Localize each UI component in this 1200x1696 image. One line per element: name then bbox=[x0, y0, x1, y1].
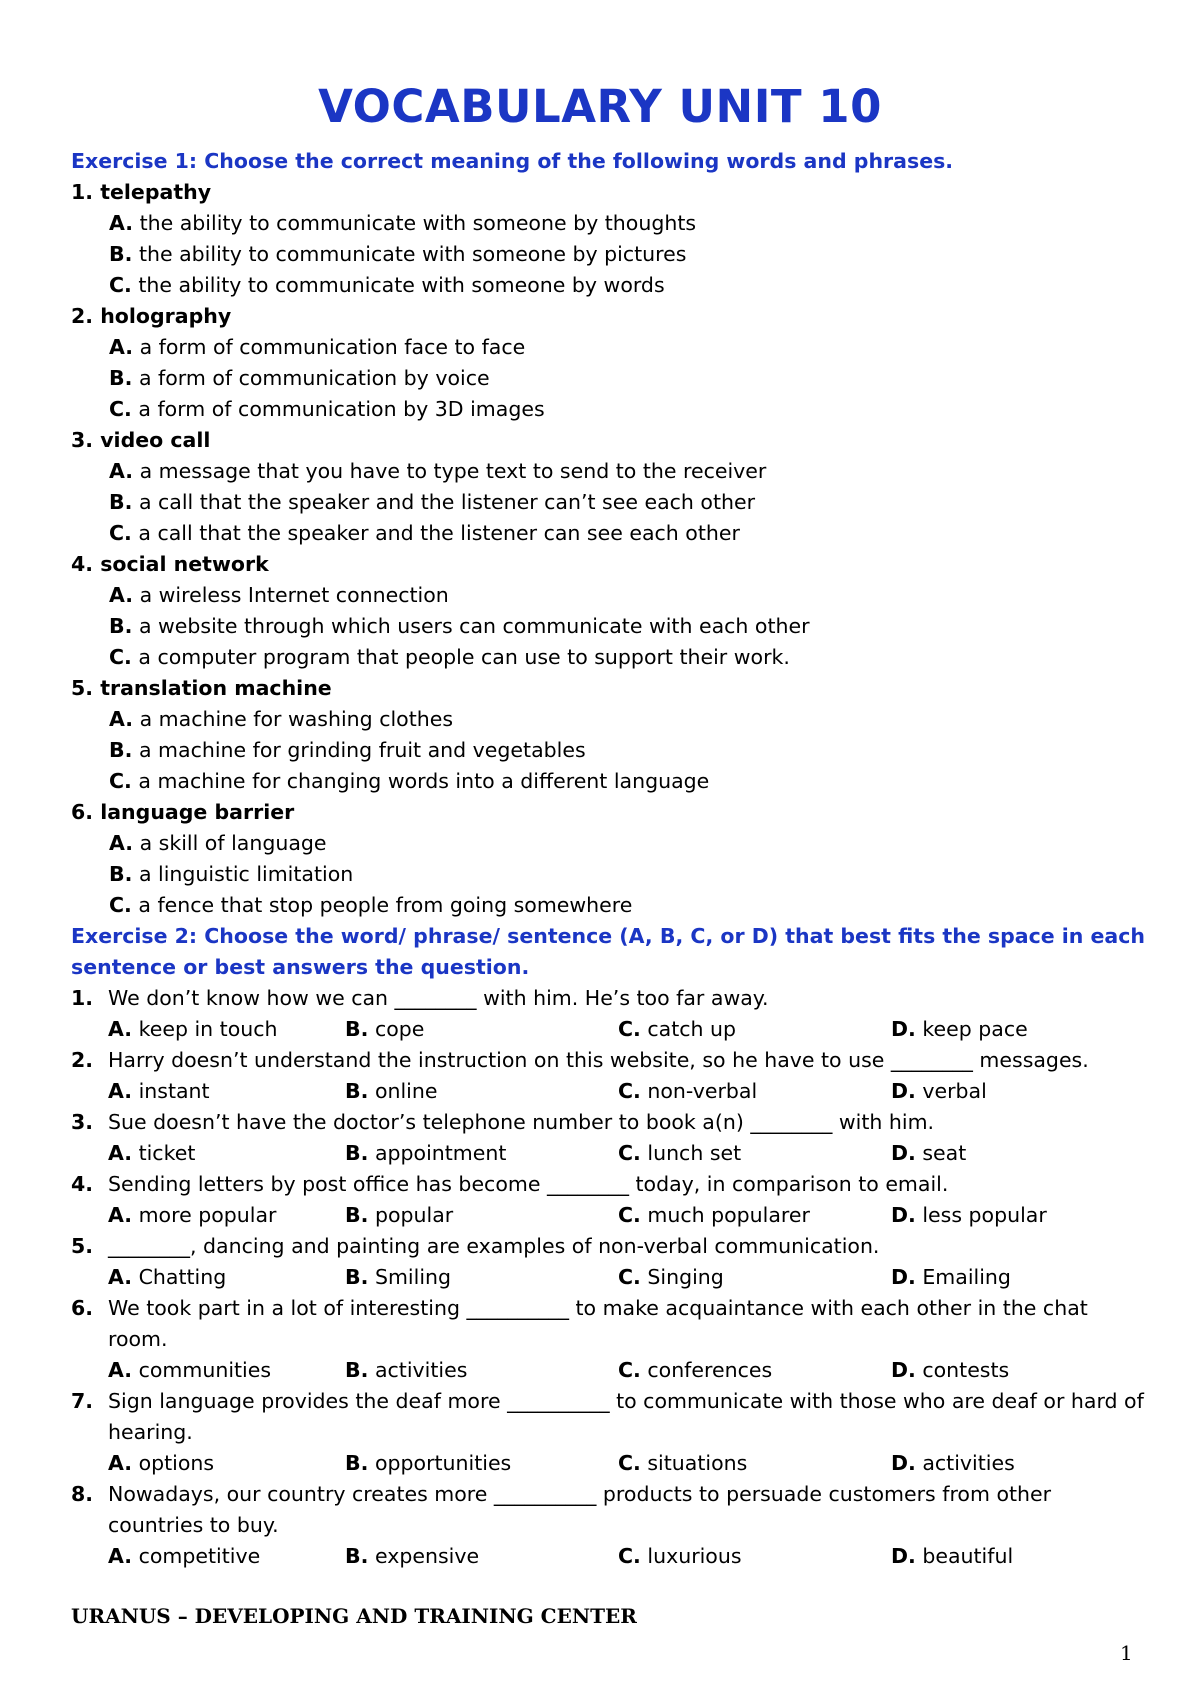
choice-row bbox=[71, 1014, 1151, 1045]
option-letter: B. bbox=[109, 366, 133, 390]
choice-letter: A. bbox=[108, 1265, 133, 1289]
choice-text: Smiling bbox=[374, 1265, 452, 1289]
option-text: a machine for changing words into a different language bbox=[138, 769, 710, 793]
option-letter: A. bbox=[109, 707, 134, 731]
question-number: 2. bbox=[71, 1048, 94, 1072]
choice-text: verbal bbox=[922, 1079, 987, 1103]
choice-letter: D. bbox=[891, 1141, 916, 1165]
choice-row bbox=[71, 1076, 1151, 1107]
answer-choice bbox=[891, 1076, 987, 1107]
option-letter: C. bbox=[109, 521, 132, 545]
choice-row bbox=[71, 1262, 1151, 1293]
choice-letter: B. bbox=[345, 1451, 369, 1475]
question bbox=[71, 1231, 1151, 1262]
option-letter: A. bbox=[109, 831, 134, 855]
choice-letter: C. bbox=[618, 1079, 641, 1103]
choice-text: cope bbox=[374, 1017, 425, 1041]
option-text: a wireless Internet connection bbox=[139, 583, 449, 607]
vocab-item bbox=[71, 177, 1151, 301]
option-letter: A. bbox=[109, 335, 134, 359]
option-text: a form of communication face to face bbox=[139, 335, 526, 359]
answer-choice bbox=[345, 1076, 618, 1107]
exercise1-heading: Exercise 1: Choose the correct meaning of the following words and phrases. bbox=[71, 149, 954, 173]
option-text: a website through which users can communicate with each other bbox=[138, 614, 810, 638]
option-letter: C. bbox=[109, 273, 132, 297]
choice-row bbox=[71, 1448, 1151, 1479]
vocab-word: 4. social network bbox=[71, 552, 269, 576]
answer-choice bbox=[108, 1541, 345, 1572]
answer-choice bbox=[108, 1014, 345, 1045]
answer-choice bbox=[618, 1138, 891, 1169]
answer-option bbox=[71, 859, 1151, 890]
choice-text: much popularer bbox=[647, 1203, 810, 1227]
choice-text: conferences bbox=[647, 1358, 773, 1382]
question-text: Harry doesn’t understand the instruction on this website, so he have to use ________ messages. bbox=[108, 1048, 1089, 1072]
answer-choice bbox=[108, 1200, 345, 1231]
exercise2-list bbox=[71, 983, 1151, 1572]
option-letter: A. bbox=[109, 583, 134, 607]
question-text: Sue doesn’t have the doctor’s telephone number to book a(n) ________ with him. bbox=[108, 1110, 935, 1134]
choice-letter: A. bbox=[108, 1203, 133, 1227]
option-letter: B. bbox=[109, 614, 133, 638]
choice-letter: C. bbox=[618, 1451, 641, 1475]
choice-letter: B. bbox=[345, 1017, 369, 1041]
option-text: a call that the speaker and the listener can see each other bbox=[138, 521, 740, 545]
choice-text: online bbox=[374, 1079, 438, 1103]
choice-text: competitive bbox=[138, 1544, 261, 1568]
choice-row bbox=[71, 1138, 1151, 1169]
choice-letter: A. bbox=[108, 1544, 133, 1568]
answer-choice bbox=[108, 1448, 345, 1479]
question-text: Nowadays, our country creates more __________ products to persuade customers from other countries to buy. bbox=[108, 1482, 1052, 1537]
choice-text: ticket bbox=[138, 1141, 196, 1165]
answer-choice bbox=[618, 1448, 891, 1479]
answer-choice bbox=[618, 1262, 891, 1293]
exercise2-heading: Exercise 2: Choose the word/ phrase/ sentence (A, B, C, or D) that best fits the space in each sentence or best answers the question. bbox=[71, 924, 1146, 979]
choice-letter: B. bbox=[345, 1079, 369, 1103]
choice-letter: B. bbox=[345, 1265, 369, 1289]
question-text: Sign language provides the deaf more __________ to communicate with those who are deaf or hard of hearing. bbox=[108, 1389, 1144, 1444]
choice-text: activities bbox=[374, 1358, 468, 1382]
option-text: the ability to communicate with someone by thoughts bbox=[139, 211, 697, 235]
choice-row bbox=[71, 1200, 1151, 1231]
option-text: a machine for grinding fruit and vegetables bbox=[138, 738, 586, 762]
choice-letter: B. bbox=[345, 1358, 369, 1382]
answer-choice bbox=[345, 1541, 618, 1572]
choice-letter: A. bbox=[108, 1141, 133, 1165]
answer-option bbox=[71, 270, 1151, 301]
answer-choice bbox=[618, 1014, 891, 1045]
answer-option bbox=[71, 766, 1151, 797]
choice-letter: B. bbox=[345, 1544, 369, 1568]
choice-letter: D. bbox=[891, 1544, 916, 1568]
option-letter: C. bbox=[109, 645, 132, 669]
option-letter: B. bbox=[109, 862, 133, 886]
answer-choice bbox=[108, 1262, 345, 1293]
answer-choice bbox=[891, 1355, 1009, 1386]
choice-letter: C. bbox=[618, 1265, 641, 1289]
choice-letter: A. bbox=[108, 1079, 133, 1103]
answer-choice bbox=[108, 1076, 345, 1107]
question-number: 7. bbox=[71, 1389, 94, 1413]
vocab-item bbox=[71, 549, 1151, 673]
choice-letter: D. bbox=[891, 1358, 916, 1382]
question-number: 3. bbox=[71, 1110, 94, 1134]
vocab-item bbox=[71, 797, 1151, 921]
option-letter: C. bbox=[109, 893, 132, 917]
choice-text: catch up bbox=[647, 1017, 737, 1041]
option-text: a form of communication by 3D images bbox=[138, 397, 545, 421]
option-text: a computer program that people can use to support their work. bbox=[138, 645, 790, 669]
answer-choice bbox=[345, 1448, 618, 1479]
choice-row bbox=[71, 1541, 1151, 1572]
answer-option bbox=[71, 735, 1151, 766]
option-letter: B. bbox=[109, 242, 133, 266]
answer-choice bbox=[891, 1200, 1047, 1231]
vocab-word: 5. translation machine bbox=[71, 676, 332, 700]
vocab-word: 3. video call bbox=[71, 428, 211, 452]
answer-choice bbox=[618, 1355, 891, 1386]
choice-text: beautiful bbox=[922, 1544, 1014, 1568]
option-text: a message that you have to type text to send to the receiver bbox=[139, 459, 767, 483]
choice-text: non-verbal bbox=[647, 1079, 758, 1103]
vocab-word: 1. telepathy bbox=[71, 180, 212, 204]
choice-letter: D. bbox=[891, 1451, 916, 1475]
option-letter: A. bbox=[109, 211, 134, 235]
answer-option bbox=[71, 394, 1151, 425]
choice-letter: D. bbox=[891, 1017, 916, 1041]
answer-option bbox=[71, 487, 1151, 518]
choice-letter: C. bbox=[618, 1544, 641, 1568]
choice-text: activities bbox=[922, 1451, 1015, 1475]
answer-choice bbox=[891, 1448, 1015, 1479]
option-text: a skill of language bbox=[139, 831, 327, 855]
answer-choice bbox=[618, 1541, 891, 1572]
question bbox=[71, 1386, 1151, 1448]
question-text: We took part in a lot of interesting __________ to make acquaintance with each other in the chat room. bbox=[108, 1296, 1088, 1351]
question-number: 1. bbox=[71, 986, 94, 1010]
choice-text: seat bbox=[922, 1141, 967, 1165]
answer-option bbox=[71, 239, 1151, 270]
choice-text: options bbox=[138, 1451, 215, 1475]
question-text: Sending letters by post office has become ________ today, in comparison to email. bbox=[108, 1172, 949, 1196]
answer-choice bbox=[891, 1014, 1028, 1045]
vocab-item bbox=[71, 673, 1151, 797]
answer-choice bbox=[618, 1200, 891, 1231]
answer-choice bbox=[345, 1355, 618, 1386]
answer-option bbox=[71, 704, 1151, 735]
choice-text: more popular bbox=[138, 1203, 277, 1227]
choice-text: situations bbox=[647, 1451, 748, 1475]
choice-letter: A. bbox=[108, 1451, 133, 1475]
answer-choice bbox=[891, 1541, 1013, 1572]
choice-letter: B. bbox=[345, 1141, 369, 1165]
choice-text: appointment bbox=[374, 1141, 507, 1165]
option-text: the ability to communicate with someone by words bbox=[138, 273, 665, 297]
question bbox=[71, 1479, 1151, 1541]
question-text: We don’t know how we can ________ with him. He’s too far away. bbox=[108, 986, 769, 1010]
choice-text: expensive bbox=[374, 1544, 480, 1568]
answer-choice bbox=[345, 1200, 618, 1231]
answer-option bbox=[71, 890, 1151, 921]
choice-text: less popular bbox=[922, 1203, 1047, 1227]
choice-letter: D. bbox=[891, 1265, 916, 1289]
question-number: 5. bbox=[71, 1234, 94, 1258]
choice-text: Emailing bbox=[922, 1265, 1011, 1289]
choice-letter: D. bbox=[891, 1203, 916, 1227]
choice-letter: A. bbox=[108, 1358, 133, 1382]
question-number: 6. bbox=[71, 1296, 94, 1320]
choice-text: opportunities bbox=[374, 1451, 512, 1475]
answer-choice bbox=[891, 1262, 1011, 1293]
page-title: VOCABULARY UNIT 10 bbox=[318, 80, 882, 133]
answer-choice bbox=[618, 1076, 891, 1107]
question bbox=[71, 1293, 1151, 1355]
option-letter: B. bbox=[109, 738, 133, 762]
choice-text: luxurious bbox=[647, 1544, 742, 1568]
question bbox=[71, 983, 1151, 1014]
option-letter: A. bbox=[109, 459, 134, 483]
option-text: a machine for washing clothes bbox=[139, 707, 454, 731]
option-text: a linguistic limitation bbox=[138, 862, 354, 886]
answer-option bbox=[71, 828, 1151, 859]
answer-option bbox=[71, 456, 1151, 487]
answer-choice bbox=[891, 1138, 966, 1169]
choice-text: instant bbox=[138, 1079, 210, 1103]
choice-letter: B. bbox=[345, 1203, 369, 1227]
choice-text: keep in touch bbox=[138, 1017, 278, 1041]
answer-choice bbox=[345, 1262, 618, 1293]
choice-text: keep pace bbox=[922, 1017, 1028, 1041]
option-letter: C. bbox=[109, 769, 132, 793]
exercise1-list bbox=[71, 177, 1151, 921]
vocab-item bbox=[71, 301, 1151, 425]
question-number: 8. bbox=[71, 1482, 94, 1506]
question bbox=[71, 1107, 1151, 1138]
question bbox=[71, 1169, 1151, 1200]
question bbox=[71, 1045, 1151, 1076]
choice-letter: A. bbox=[108, 1017, 133, 1041]
choice-row bbox=[71, 1355, 1151, 1386]
footer-center-name: URANUS – DEVELOPING AND TRAINING CENTER bbox=[71, 1604, 637, 1628]
vocab-word: 6. language barrier bbox=[71, 800, 295, 824]
option-text: a call that the speaker and the listener can’t see each other bbox=[138, 490, 756, 514]
question-number: 4. bbox=[71, 1172, 94, 1196]
option-text: the ability to communicate with someone by pictures bbox=[138, 242, 687, 266]
choice-text: communities bbox=[138, 1358, 272, 1382]
choice-letter: C. bbox=[618, 1203, 641, 1227]
choice-text: popular bbox=[374, 1203, 454, 1227]
vocab-item bbox=[71, 425, 1151, 549]
option-letter: C. bbox=[109, 397, 132, 421]
answer-choice bbox=[108, 1138, 345, 1169]
choice-text: Singing bbox=[647, 1265, 724, 1289]
answer-option bbox=[71, 611, 1151, 642]
worksheet-body bbox=[71, 146, 1151, 1572]
choice-text: Chatting bbox=[138, 1265, 227, 1289]
choice-letter: C. bbox=[618, 1017, 641, 1041]
answer-choice bbox=[345, 1138, 618, 1169]
answer-option bbox=[71, 580, 1151, 611]
answer-option bbox=[71, 208, 1151, 239]
choice-letter: D. bbox=[891, 1079, 916, 1103]
option-text: a fence that stop people from going somewhere bbox=[138, 893, 633, 917]
answer-choice bbox=[108, 1355, 345, 1386]
answer-option bbox=[71, 642, 1151, 673]
answer-option bbox=[71, 363, 1151, 394]
option-text: a form of communication by voice bbox=[138, 366, 490, 390]
option-letter: B. bbox=[109, 490, 133, 514]
page-number: 1 bbox=[1120, 1641, 1133, 1665]
question-text: ________, dancing and painting are examples of non-verbal communication. bbox=[108, 1234, 880, 1258]
choice-text: contests bbox=[922, 1358, 1010, 1382]
vocab-word: 2. holography bbox=[71, 304, 232, 328]
answer-option bbox=[71, 332, 1151, 363]
answer-option bbox=[71, 518, 1151, 549]
answer-choice bbox=[345, 1014, 618, 1045]
choice-letter: C. bbox=[618, 1358, 641, 1382]
choice-text: lunch set bbox=[647, 1141, 742, 1165]
choice-letter: C. bbox=[618, 1141, 641, 1165]
